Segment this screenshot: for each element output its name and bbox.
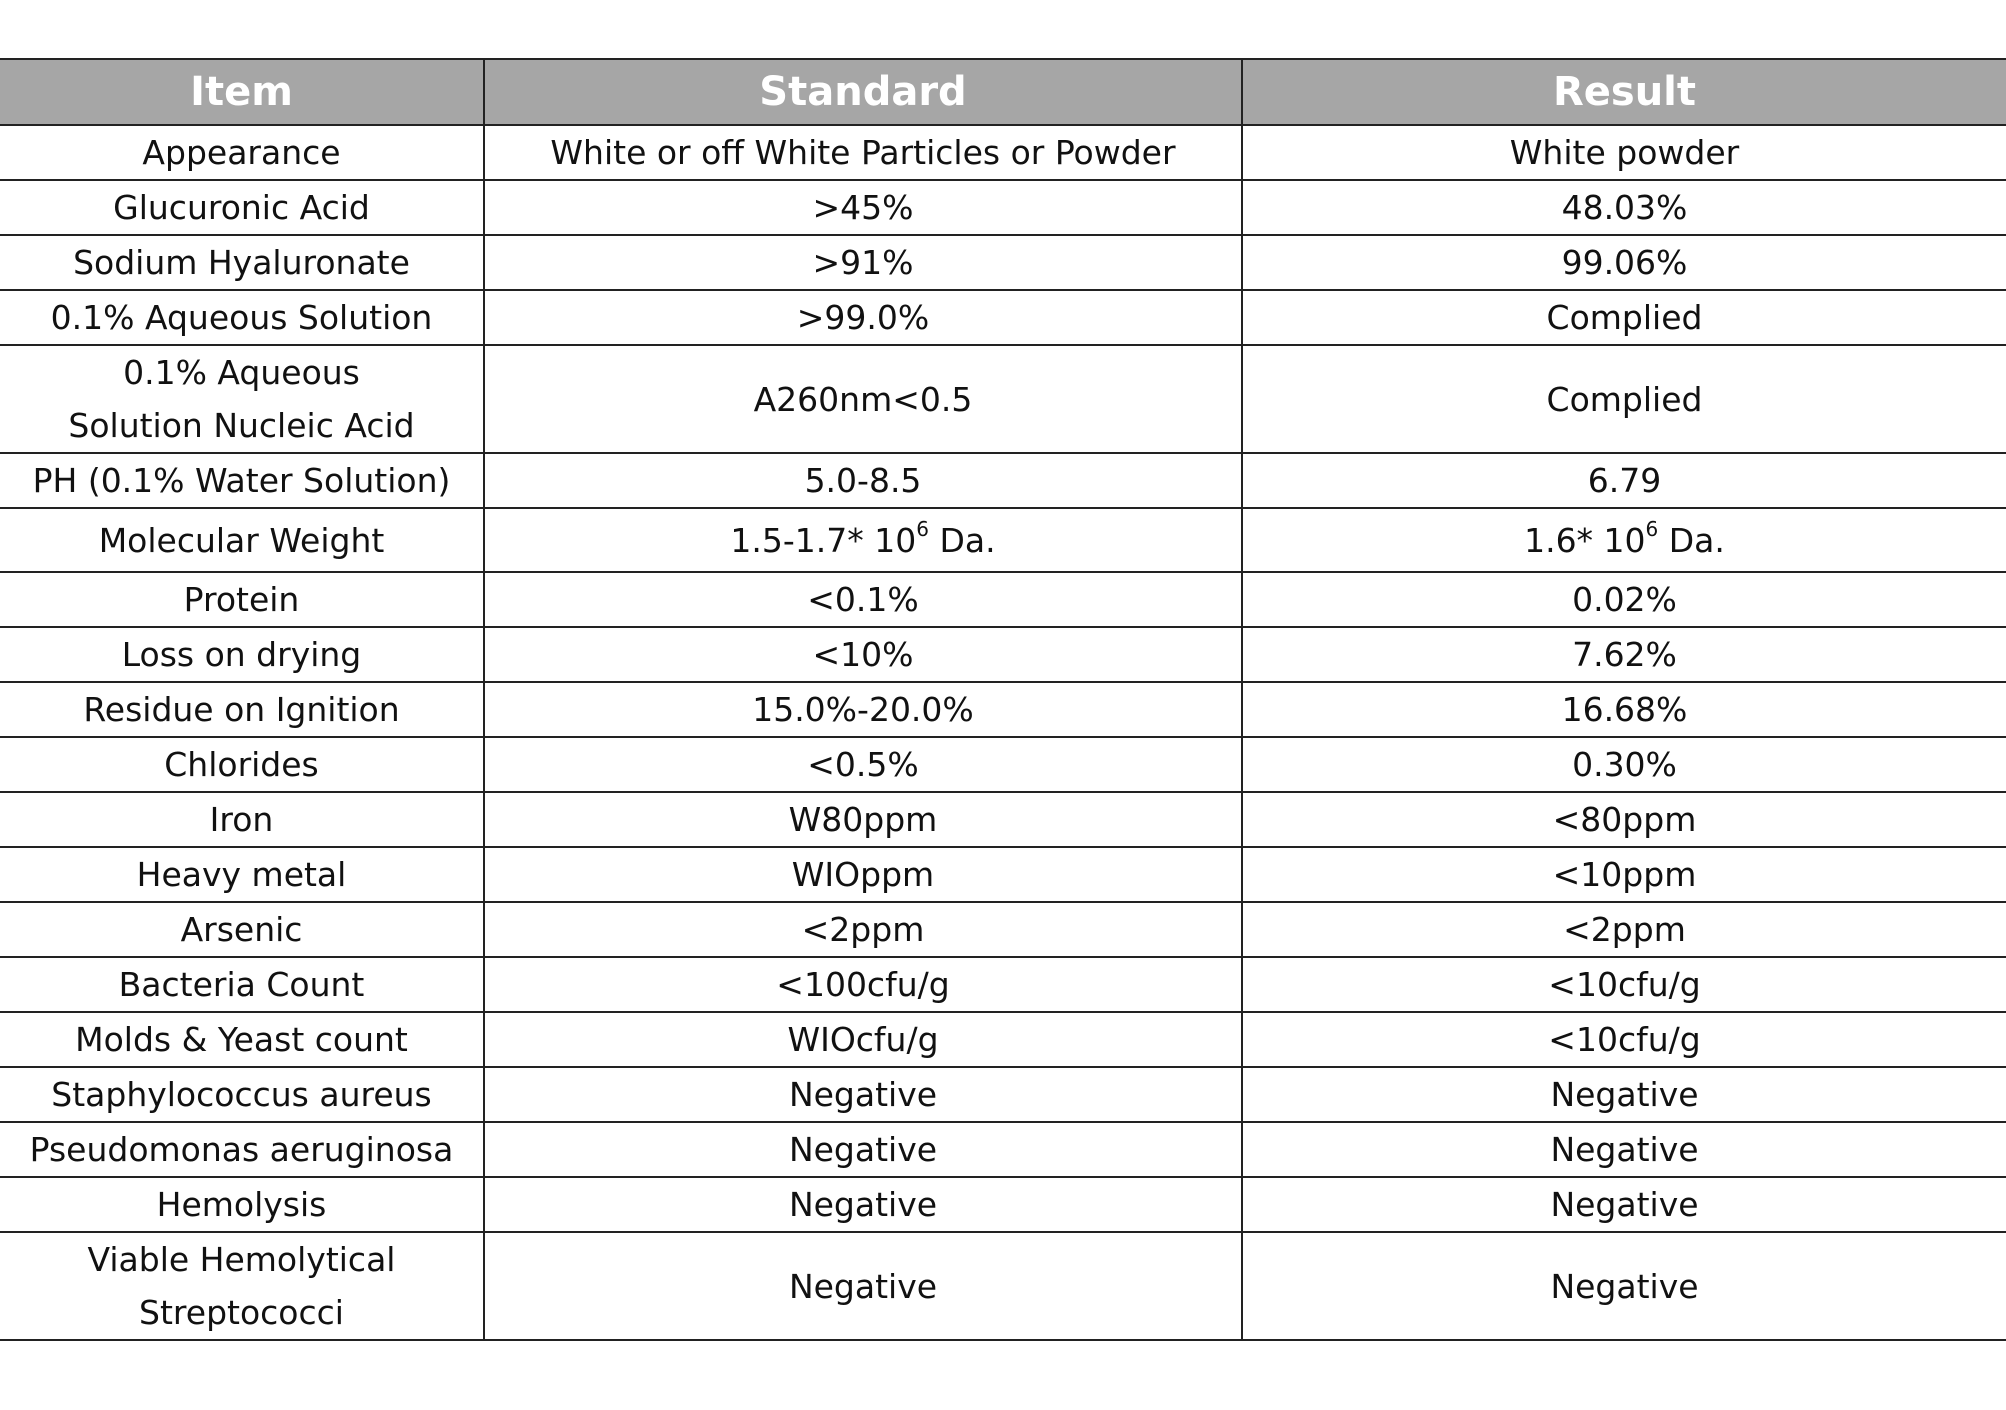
mw-result-base: 1.6* 10 — [1524, 520, 1646, 560]
item-cell: Molecular Weight — [0, 508, 484, 572]
result-cell: <2ppm — [1242, 902, 2006, 957]
table-row — [0, 682, 2006, 737]
standard-cell: >91% — [484, 235, 1242, 290]
standard-cell: Negative — [484, 1067, 1242, 1122]
standard-cell: <0.1% — [484, 572, 1242, 627]
standard-cell — [484, 508, 1242, 572]
standard-cell: >99.0% — [484, 290, 1242, 345]
standard-cell: <10% — [484, 627, 1242, 682]
table-row — [0, 508, 2006, 572]
mw-result-exponent: 6 — [1645, 516, 1659, 541]
item-cell: Iron — [0, 792, 484, 847]
item-cell: Pseudomonas aeruginosa — [0, 1122, 484, 1177]
standard-cell: <0.5% — [484, 737, 1242, 792]
table-row — [0, 453, 2006, 508]
result-cell: 16.68% — [1242, 682, 2006, 737]
table-row — [0, 957, 2006, 1012]
table-row — [0, 235, 2006, 290]
result-cell: 48.03% — [1242, 180, 2006, 235]
result-cell: 99.06% — [1242, 235, 2006, 290]
mw-result-unit: Da. — [1658, 520, 1725, 560]
result-cell: <10cfu/g — [1242, 1012, 2006, 1067]
header-row — [0, 59, 2006, 125]
result-cell: Negative — [1242, 1067, 2006, 1122]
result-cell: <10ppm — [1242, 847, 2006, 902]
item-cell: Loss on drying — [0, 627, 484, 682]
result-cell: Negative — [1242, 1177, 2006, 1232]
result-cell: 0.02% — [1242, 572, 2006, 627]
standard-cell: 5.0-8.5 — [484, 453, 1242, 508]
result-cell: White powder — [1242, 125, 2006, 180]
table-row — [0, 125, 2006, 180]
standard-cell: >45% — [484, 180, 1242, 235]
result-cell: 0.30% — [1242, 737, 2006, 792]
result-cell: <10cfu/g — [1242, 957, 2006, 1012]
table-row — [0, 290, 2006, 345]
item-cell: Viable Hemolytical Streptococci — [0, 1232, 484, 1340]
table-row — [0, 180, 2006, 235]
mw-standard-unit: Da. — [928, 520, 996, 560]
item-cell: 0.1% Aqueous Solution — [0, 290, 484, 345]
result-cell: 7.62% — [1242, 627, 2006, 682]
table-row — [0, 627, 2006, 682]
standard-cell: Negative — [484, 1122, 1242, 1177]
standard-cell: W80ppm — [484, 792, 1242, 847]
item-cell: Appearance — [0, 125, 484, 180]
table-row — [0, 1122, 2006, 1177]
item-cell: Protein — [0, 572, 484, 627]
standard-cell: White or off White Particles or Powder — [484, 125, 1242, 180]
item-cell: Bacteria Count — [0, 957, 484, 1012]
item-cell: Molds & Yeast count — [0, 1012, 484, 1067]
result-cell: Negative — [1242, 1232, 2006, 1340]
result-cell: Complied — [1242, 345, 2006, 453]
item-cell: Hemolysis — [0, 1177, 484, 1232]
table-row — [0, 1012, 2006, 1067]
standard-cell: <100cfu/g — [484, 957, 1242, 1012]
table-row — [0, 792, 2006, 847]
table-row — [0, 1067, 2006, 1122]
mw-standard-exponent: 6 — [916, 516, 929, 541]
result-cell: <80ppm — [1242, 792, 2006, 847]
item-cell: Chlorides — [0, 737, 484, 792]
table-row — [0, 1177, 2006, 1232]
header-standard: Standard — [484, 59, 1242, 125]
item-cell: PH (0.1% Water Solution) — [0, 453, 484, 508]
item-cell: Glucuronic Acid — [0, 180, 484, 235]
standard-cell: Negative — [484, 1232, 1242, 1340]
specification-table — [0, 58, 2006, 1341]
header-result: Result — [1242, 59, 2006, 125]
standard-cell: WIOppm — [484, 847, 1242, 902]
result-cell: 6.79 — [1242, 453, 2006, 508]
result-cell: Negative — [1242, 1122, 2006, 1177]
item-cell: Sodium Hyaluronate — [0, 235, 484, 290]
table-row — [0, 572, 2006, 627]
item-cell: Heavy metal — [0, 847, 484, 902]
table-row — [0, 345, 2006, 453]
standard-cell: A260nm<0.5 — [484, 345, 1242, 453]
table-row — [0, 737, 2006, 792]
standard-cell: 15.0%-20.0% — [484, 682, 1242, 737]
standard-cell: WIOcfu/g — [484, 1012, 1242, 1067]
header-item: Item — [0, 59, 484, 125]
item-cell: Staphylococcus aureus — [0, 1067, 484, 1122]
item-cell: Arsenic — [0, 902, 484, 957]
table-row — [0, 847, 2006, 902]
item-cell: Residue on Ignition — [0, 682, 484, 737]
table-row — [0, 902, 2006, 957]
standard-cell: <2ppm — [484, 902, 1242, 957]
result-cell — [1242, 508, 2006, 572]
mw-standard-base: 1.5-1.7* 10 — [730, 520, 917, 560]
standard-cell: Negative — [484, 1177, 1242, 1232]
item-cell: 0.1% Aqueous Solution Nucleic Acid — [0, 345, 484, 453]
result-cell: Complied — [1242, 290, 2006, 345]
table-row — [0, 1232, 2006, 1340]
